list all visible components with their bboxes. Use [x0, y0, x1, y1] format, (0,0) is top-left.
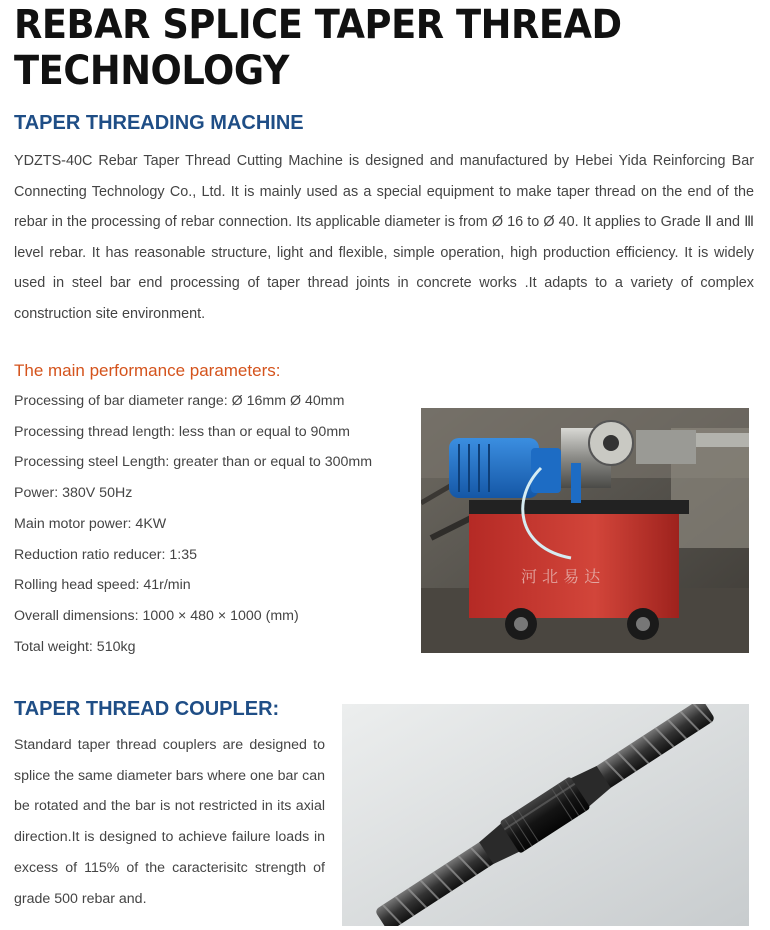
threading-machine-photo [421, 408, 749, 653]
machine-section-heading: TAPER THREADING MACHINE [14, 112, 304, 134]
page-title [14, 2, 622, 94]
machine-intro-paragraph: YDZTS-40C Rebar Taper Thread Cutting Machine is designed and manufactured by Hebei Yida Reinforcing Bar Connecting Technology Co., Ltd. It is mainly used as a special equipment to make taper thread on the end of the rebar in the processing of rebar connection. Its applicable diameter is from Ø 16 to Ø 40. It applies to Grade Ⅱ and Ⅲ level rebar. It has reasonable structure, light and flexible, simple operation, high production efficiency. It is widely used in steel bar end processing of taper thread joints in concrete works .It adapts to a variety of complex construction site environment. [14, 153, 754, 322]
parameter-item: Rolling head speed: 41r/min [14, 577, 191, 594]
parameter-item: Total weight: 510kg [14, 638, 136, 655]
performance-parameters-list [14, 386, 372, 662]
page-title-line-1: REBAR SPLICE TAPER THREAD [14, 2, 622, 48]
coupler-description: Standard taper thread couplers are designed to splice the same diameter bars where one bar can be rotated and the bar is not restricted in its axial direction.It is designed to achieve failure loads in excess of 115% of the caracterisitc strength of grade 500 rebar and. [14, 737, 325, 907]
coupler-section-heading: TAPER THREAD COUPLER: [14, 698, 280, 720]
parameter-item: Processing steel Length: greater than or equal to 300mm [14, 454, 373, 471]
parameter-item: Processing of bar diameter range: Ø 16mm Ø 40mm [14, 393, 345, 409]
page-title-line-2: TECHNOLOGY [14, 48, 289, 94]
parameter-item: Power: 380V 50Hz [14, 485, 133, 502]
taper-thread-coupler-photo [342, 704, 749, 926]
performance-parameters-heading: The main performance parameters: [14, 361, 281, 380]
parameter-item: Reduction ratio reducer: 1:35 [14, 546, 197, 563]
parameter-item: Main motor power: 4KW [14, 515, 167, 532]
machine-body-label: 河 北 易 达 [521, 567, 601, 586]
parameter-item: Processing thread length: less than or equal to 90mm [14, 423, 350, 440]
parameter-item: Overall dimensions: 1000 × 480 × 1000 (mm) [14, 607, 299, 624]
